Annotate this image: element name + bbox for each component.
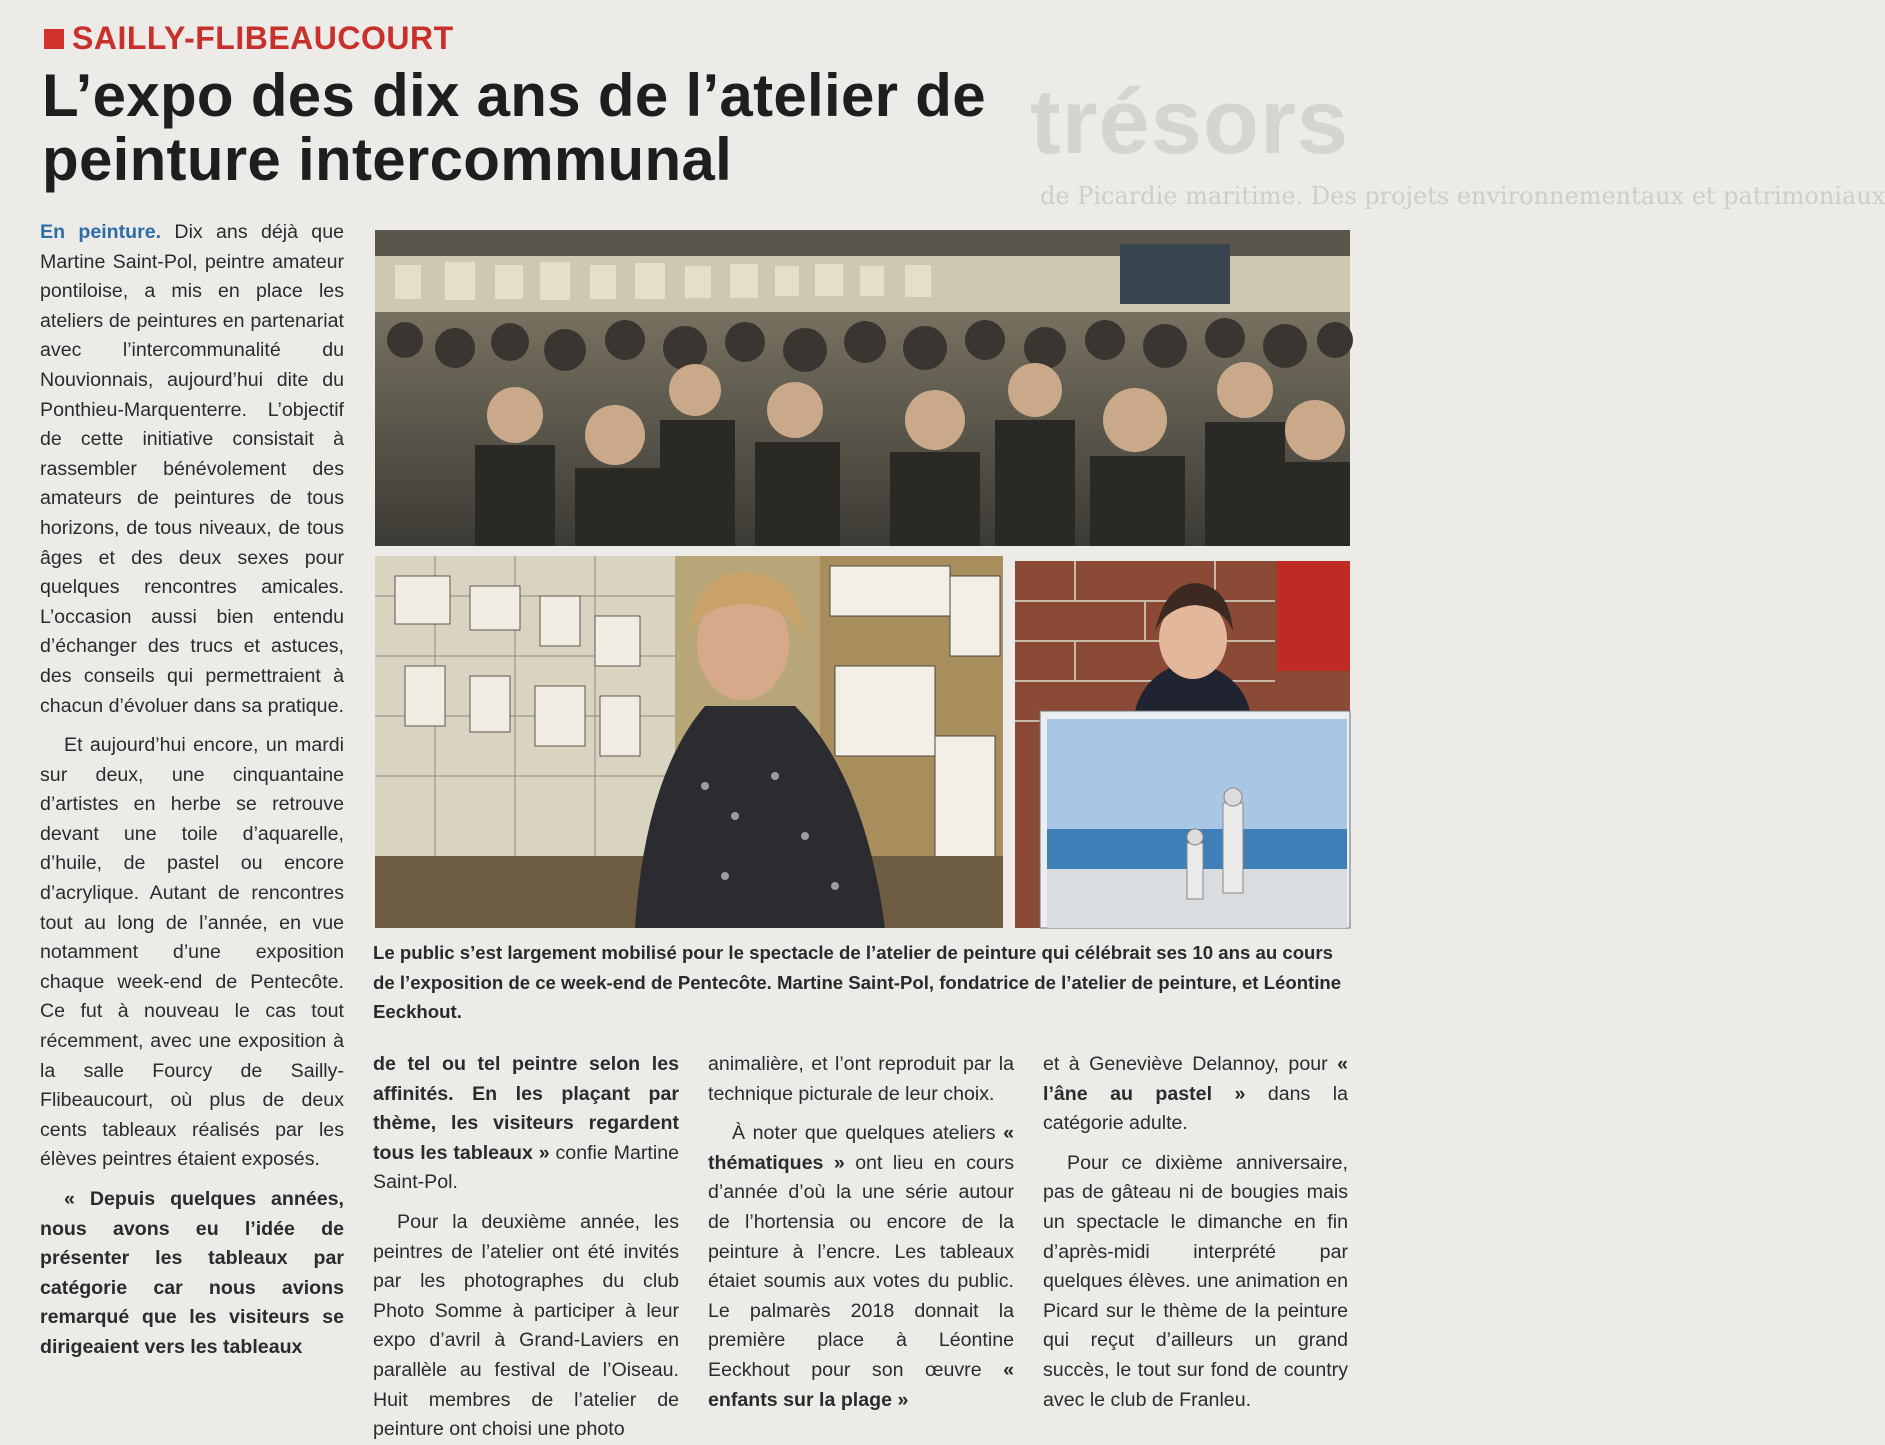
artwork-title-2: « l’âne au pastel » — [1043, 1053, 1348, 1105]
paragraph-3-quote: « Depuis quelques années, nous avons eu l’idée de présenter les tableaux par catégorie car nous avions remarqué que les visiteurs se dirigeaient vers les tableaux — [40, 1188, 344, 1358]
paragraph-4: Pour la deuxième année, les peintres de l’atelier ont été invités par les photographes du club Photo Somme à participer à leur expo d’avril à Grand-Laviers en parallèle au festival de l’Oiseau. Huit membres de l’atelier de peinture ont choisi une photo — [373, 1210, 679, 1441]
paragraph-2: Et aujourd’hui encore, un mardi sur deux, une cinquantaine d’artistes en herbe se retrouve devant une toile d’aquarelle, d’huile, de pastel ou encore d’acrylique. Autant de rencontres tout au long de l’année, en vue notamment d’une exposition chaque week-end de Pentecôte. Ce fut à nouveau le cas tout récemment, avec une exposition à la salle Fourcy de Sailly-Flibeaucourt, où plus de deux cents tableaux réalisés par les élèves peintres étaient exposés. — [40, 734, 344, 1171]
article-column-3 — [708, 1050, 1014, 1415]
audience-photo — [375, 230, 1350, 546]
quote-attribution: confie Martine Saint-Pol. — [373, 1141, 679, 1194]
kicker-label: SAILLY-FLIBEAUCOURT — [72, 20, 454, 56]
lead-label: En peinture. — [40, 221, 162, 243]
photo-caption: Le public s’est largement mobilisé pour le spectacle de l’atelier de peinture qui célébrait ses 10 ans au cours de l’exposition de ce week-end de Pentecôte. Martine Saint-Pol, fondatrice de l’atelier de peinture, et Léontine Eeckhout. — [373, 942, 1342, 1022]
kicker-square-icon — [44, 29, 64, 49]
headline: L’expo des dix ans de l’atelier de peinture intercommunal — [42, 62, 986, 193]
section-kicker — [44, 20, 454, 57]
paragraph-6-text-a: et à Geneviève Delannoy, pour — [1043, 1053, 1338, 1075]
paragraph-7: Pour ce dixième anniversaire, pas de gâteau ni de bougies mais un spectacle le dimanche en fin d’après-midi interprété par quelques élèves. une animation en Picard sur le thème de la peinture qui reçut d’ailleurs un grand succès, le tout sur fond de country avec le club de Franleu. — [1043, 1151, 1348, 1411]
paragraph-6-text-b: dans la catégorie adulte. — [1043, 1082, 1348, 1135]
paragraph-6 — [1043, 1050, 1348, 1139]
young-artist-photo — [1015, 561, 1350, 928]
audience-photo-graphic — [375, 230, 1350, 546]
paragraph-5-text-b: ont lieu en cours d’année d’où la une série autour de l’hortensia ou encore de la peinture à l’encre. Les tableaux étaiet soumis aux votes du public. Le palmarès 2018 donnait la première place à Léontine Eeckhout pour son œuvre — [708, 1151, 1014, 1381]
bleed-through-subtitle: de Picardie maritime. Des projets environnementaux et patrimoniaux — [1040, 182, 1885, 210]
paragraph-5-text-a: À noter que quelques ateliers — [732, 1122, 1004, 1145]
paragraph-3-continued — [373, 1050, 679, 1198]
young-artist-photo-graphic — [1015, 561, 1350, 928]
quote-continued: de tel ou tel peintre selon les affinités. En les plaçant par thème, les visiteurs regardent tous les tableaux » — [373, 1053, 679, 1164]
paragraph-1-text: Dix ans déjà que Martine Saint-Pol, peintre amateur pontiloise, a mis en place les ateliers de peintures en partenariat avec l’intercommunalité du Nouvionnais, aujourd’hui dite du Ponthieu-Marquenterre. L’objectif de cette initiative consistait à rassembler bénévolement des amateurs de peintures de tous horizons, de tous niveaux, de tous âges et des deux sexes pour quelques rencontres amicales. L’occasion aussi bien entendu d’échanger des trucs et astuces, des conseils qui permettraient à chacun d’évoluer dans sa pratique. — [40, 221, 344, 717]
paragraph-4-continued: animalière, et l’ont reproduit par la technique picturale de leur choix. — [708, 1053, 1014, 1105]
bleed-through-title: trésors — [1030, 71, 1349, 173]
artwork-title: « enfants sur la plage » — [708, 1358, 1014, 1411]
article-column-2 — [373, 1050, 679, 1445]
paragraph-1 — [40, 218, 344, 721]
article-column-1 — [40, 218, 344, 1363]
founder-photo-graphic — [375, 556, 1003, 928]
article-column-4 — [1043, 1050, 1348, 1415]
founder-photo — [375, 556, 1003, 928]
themes-label: « thématiques » — [708, 1122, 1014, 1174]
paragraph-5 — [708, 1119, 1014, 1415]
